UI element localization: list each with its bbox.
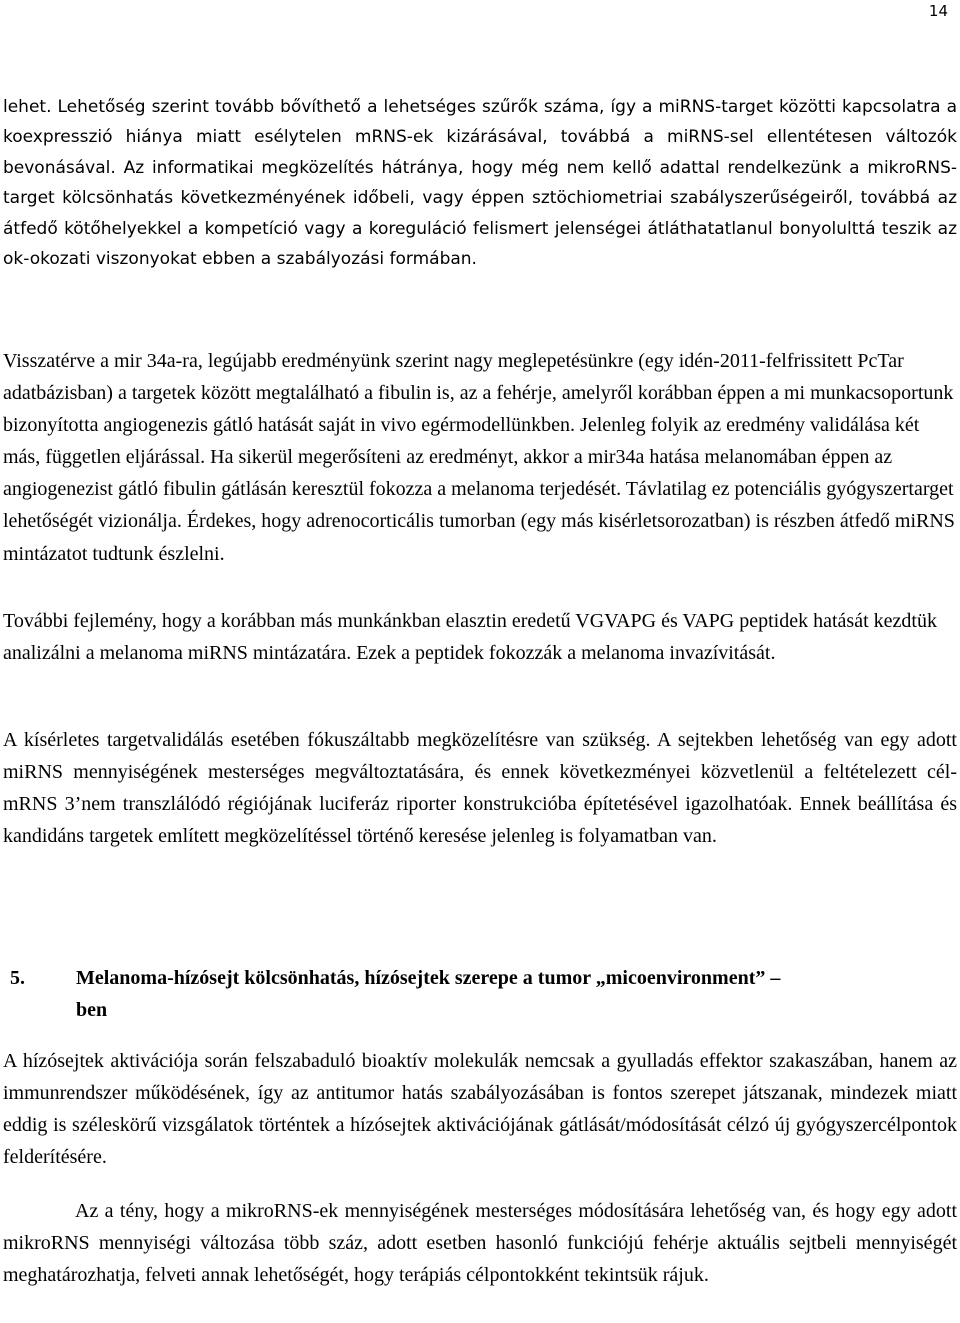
- section-title-line1: Melanoma-hízósejt kölcsönhatás, hízósejtek szerepe a tumor „micoenvironment” –: [76, 967, 781, 989]
- paragraph-mir34a: Visszatérve a mir 34a-ra, legújabb eredményünk szerint nagy meglepetésünkre (egy idén-2011-felfrissitett PcTar adatbázisban) a targetek között megtalálható a fibulin is, az a fehérje, amelyről korábban éppen a mi munkacsoportunk bizonyította angiogenezis gátló hatását saját in vivo egérmodellünkben. Jelenleg folyik az eredmény validálása két más, független eljárással. Ha sikerül megerősíteni az eredményt, akkor a mir34a hatása melanomában éppen az angiogenezist gátló fibulin gátlásán keresztül fokozza a melanoma terjedését. Távlatilag ez potenciális gyógyszertarget lehetőségét vizionálja. Érdekes, hogy adrenocorticális tumorban (egy más kisérletsorozatban) is részben átfedő miRNS mintázatot tudtunk észlelni.: [3, 350, 955, 565]
- section-title-line2: ben: [76, 999, 108, 1021]
- section-number: 5.: [10, 967, 25, 989]
- paragraph-therapeutic-targets: Az a tény, hogy a mikroRNS-ek mennyiségének mesterséges módosítására lehetőség van, és hogy egy adott mikroRNS mennyiségi változása több száz, adott esetben hasonló funkciójú fehérje aktuális sejtbeli mennyiségét meghatározhatja, felveti annak lehetőségét, hogy terápiás célpontokként tekintsük rájuk.: [3, 1200, 957, 1287]
- paragraph-informatics: lehet. Lehetőség szerint tovább bővíthető a lehetséges szűrők száma, így a miRNS-target közötti kapcsolatra a koexpresszió hiánya miatt esélytelen mRNS-ek kizárásával, továbbá a miRNS-sel ellentétesen változók bevonásával. Az informatikai megközelítés hátránya, hogy még nem kellő adattal rendelkezünk a mikroRNS-target kölcsönhatás következményének időbeli, vagy éppen sztöchiometriai szabályszerűségeiről, továbbá az átfedő kötőhelyekkel a kompetíció vagy a koreguláció felismert jelenségei átláthatatlanul bonyolulttá teszik az ok-okozati viszonyokat ebben a szabályozási formában.: [3, 97, 957, 270]
- paragraph-peptides: További fejlemény, hogy a korábban más munkánkban elasztin eredetű VGVAPG és VAPG peptidek hatását kezdtük analizálni a melanoma miRNS mintázatára. Ezek a peptidek fokozzák a melanoma invazívitását.: [3, 610, 937, 665]
- paragraph-mast-cells: A hízósejtek aktivációja során felszabaduló bioaktív molekulák nemcsak a gyulladás effektor szakaszában, hanem az immunrendszer működésének, így az antitumor hatás szabályozásában is fontos szerepet játszanak, mindezek miatt eddig is széleskörű vizsgálatok történtek a hízósejtek aktivációjának gátlását/módosítását célzó új gyógyszercélpontok felderítésére.: [3, 1050, 957, 1169]
- paragraph-target-validation: A kísérletes targetvalidálás esetében fókuszáltabb megközelítésre van szükség. A sejtekben lehetőség van egy adott miRNS mennyiségének mesterséges megváltoztatására, és ennek következményei közvetlenül a feltételezett cél-mRNS 3’nem transzlálódó régiójának luciferáz riporter konstrukcióba építetésével igazolhatóak. Ennek beállítása és kandidáns targetek említett megközelítéssel történő keresése jelenleg is folyamatban van.: [3, 729, 957, 848]
- page-number: 14: [928, 2, 948, 20]
